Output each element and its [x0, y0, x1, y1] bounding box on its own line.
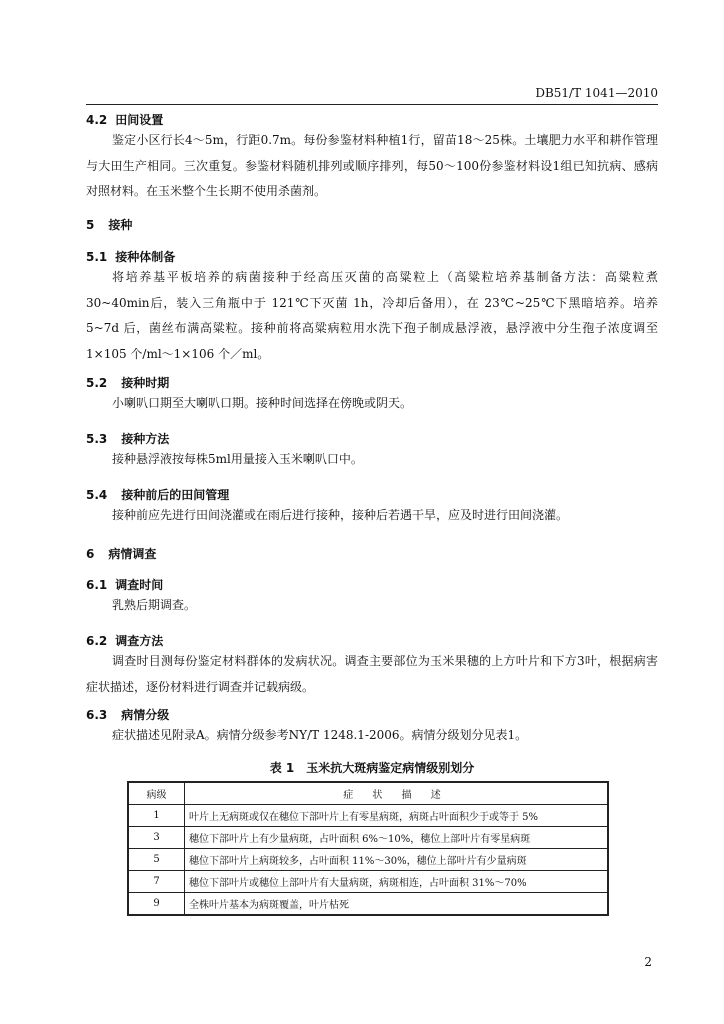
- description-cell: 叶片上无病斑或仅在穗位下部叶片上有零星病斑，病斑占叶面积少于或等于 5%: [185, 805, 609, 827]
- description-cell: 穗位下部叶片上病斑较多，占叶面积 11%～30%，穗位上部叶片有少量病斑: [185, 849, 609, 871]
- table-row: [128, 871, 608, 893]
- description-cell: 全株叶片基本为病斑覆盖，叶片枯死: [185, 893, 609, 916]
- section-heading: 6.3 病情分级: [86, 708, 170, 722]
- section-heading: 6.1 调查时间: [86, 578, 164, 592]
- grade-cell: 7: [128, 871, 185, 893]
- header-rule: [86, 104, 658, 105]
- description-cell: 穗位下部叶片或穗位上部叶片有大量病斑，病斑相连，占叶面积 31%～70%: [185, 871, 609, 893]
- section-6-2: [86, 632, 658, 700]
- doc-code: DB51/T 1041—2010: [535, 86, 658, 100]
- section-6-1: [86, 576, 658, 619]
- section-heading: 6 病情调查: [86, 547, 157, 561]
- section-5: [86, 216, 658, 233]
- section-4-2: [86, 111, 658, 205]
- grade-cell: 9: [128, 893, 185, 916]
- section-paragraph: 接种前应先进行田间浇灌或在雨后进行接种，接种后若遇干旱，应及时进行田间浇灌。: [112, 508, 569, 522]
- section-5-2: [86, 374, 658, 417]
- section-heading: 4.2 田间设置: [86, 113, 164, 127]
- section-paragraph: 将培养基平板培养的病菌接种于经高压灭菌的高粱粒上（高粱粒培养基制备方法：高粱粒煮 30~40min后，装入三角瓶中于 121℃下灭菌 1h，冷却后备用），在 23℃~25℃下黑暗培养。培养 5~7d 后，菌丝布满高粱粒。接种前将高粱病粒用水洗下孢子制成悬浮液，悬浮液中分生孢子浓度调至 1×105 个/ml～1×106 个／ml。: [86, 270, 658, 361]
- table-row: [128, 805, 608, 827]
- section-5-1: [86, 248, 658, 367]
- column-header-grade: 病级: [128, 782, 185, 805]
- section-heading: 5.3 接种方法: [86, 432, 170, 446]
- page-number: 2: [644, 955, 652, 969]
- section-paragraph: 接种悬浮液按每株5ml用量接入玉米喇叭口中。: [112, 452, 363, 466]
- section-heading: 5 接种: [86, 218, 133, 232]
- section-6-3: [86, 706, 658, 749]
- table-header-row: [128, 782, 608, 805]
- section-heading: 5.1 接种体制备: [86, 250, 176, 264]
- disease-grade-table: [127, 781, 609, 916]
- description-cell: 穗位下部叶片上有少量病斑，占叶面积 6%～10%，穗位上部叶片有零星病斑: [185, 827, 609, 849]
- section-paragraph: 调查时目测每份鉴定材料群体的发病状况。调查主要部位为玉米果穗的上方叶片和下方3叶，根据病害症状描述，逐份材料进行调查并记载病级。: [86, 654, 658, 694]
- section-heading: 5.2 接种时期: [86, 376, 170, 390]
- section-heading: 6.2 调查方法: [86, 634, 164, 648]
- section-heading: 5.4 接种前后的田间管理: [86, 488, 230, 502]
- section-paragraph: 乳熟后期调查。: [112, 598, 197, 612]
- table-row: [128, 827, 608, 849]
- section-paragraph: 症状描述见附录A。病情分级参考NY/T 1248.1-2006。病情分级划分见表1。: [112, 728, 528, 742]
- column-header-description: 症 状 描 述: [185, 782, 609, 805]
- section-paragraph: 鉴定小区行长4～5m，行距0.7m。每份参鉴材料种植1行，留苗18～25株。土壤肥力水平和耕作管理与大田生产相同。三次重复。参鉴材料随机排列或顺序排列，每50～100份参鉴材料设1组已知抗病、感病对照材料。在玉米整个生长期不使用杀菌剂。: [86, 133, 658, 198]
- section-paragraph: 小喇叭口期至大喇叭口期。接种时间选择在傍晚或阴天。: [112, 396, 413, 410]
- section-5-3: [86, 430, 658, 473]
- table-row: [128, 849, 608, 871]
- grade-cell: 5: [128, 849, 185, 871]
- grade-cell: 1: [128, 805, 185, 827]
- section-6: [86, 545, 658, 562]
- section-5-4: [86, 486, 658, 529]
- grade-cell: 3: [128, 827, 185, 849]
- table-caption: 表 1 玉米抗大斑病鉴定病情级别划分: [269, 761, 475, 775]
- table-row: [128, 893, 608, 916]
